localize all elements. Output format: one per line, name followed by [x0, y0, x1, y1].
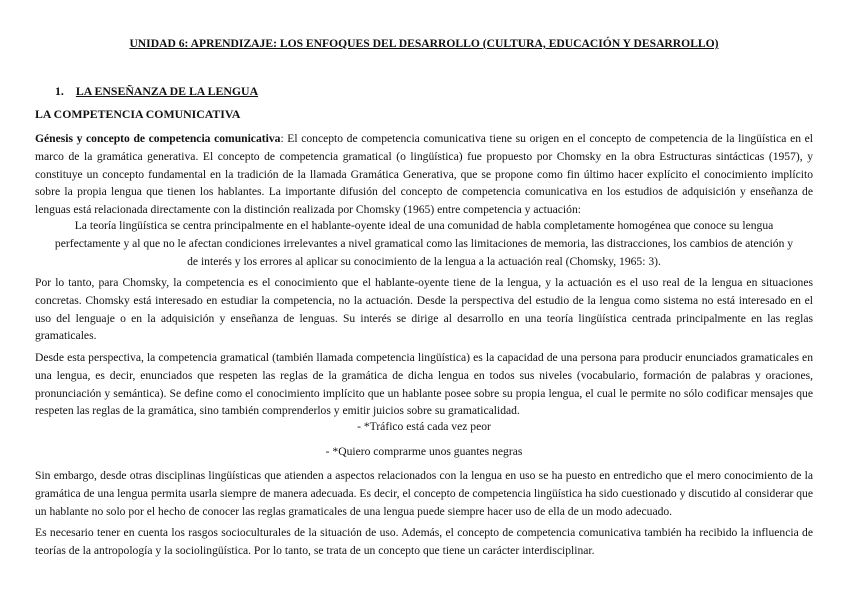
section-title: LA ENSEÑANZA DE LA LENGUA [75, 84, 259, 98]
chomsky-quote: La teoría lingüística se centra principalmente en el hablante-oyente ideal de una comunidad de habla completamente homogénea que conoce su lengua perfectamente y al que no le afectan condiciones irrelevantes a nivel gramatical como las limitaciones de memoria, las distracciones, los cambios de atención y de interés y los errores al aplicar su conocimiento de la lengua a la actuación real (Chomsky, 1965: 3). [54, 219, 794, 268]
section-heading [55, 84, 258, 99]
example-sentence-2: - *Quiero comprarme unos guantes negras [325, 445, 523, 458]
paragraph-interdisciplinary: Es necesario tener en cuenta los rasgos socioculturales de la situación de uso. Además, el concepto de competencia comunicativa también ha recibido la influencia de teorías de la antropología y la sociolingüística. Por lo tanto, se trata de un concepto que tiene un carácter interdisciplinar. [35, 526, 813, 557]
paragraph-grammatical-competence: Desde esta perspectiva, la competencia gramatical (también llamada competencia lingüística) es la capacidad de una persona para producir enunciados gramaticales en una lengua, es decir, enunciados que respeten las reglas de la gramática de dicha lengua en todos sus niveles (vocabulario, formación de palabras y oraciones, pronunciación y semántica). Se define como el conocimiento implícito que un hablante posee sobre su propia lengua, el cual le permite no sólo codificar mensajes que respeten las reglas de la gramática, sino también comprenderlos y emitir juicios sobre su gramaticalidad. [35, 351, 813, 418]
example-sentence-1: - *Tráfico está cada vez peor [357, 420, 491, 433]
paragraph-body: : El concepto de competencia comunicativa tiene su origen en el concepto de competencia de la lingüística en el marco de la gramática generativa. El concepto de competencia gramatical (o lingüística) fue propuesto por Chomsky en la obra Estructuras sintácticas (1957), y constituye un concepto fundamental en la tradición de la llamada Gramática Generativa, que se propone como fin último hacer explícito el conocimiento implícito sobre la propia lengua que tienen los hablantes. La importante difusión del concepto de competencia comunicativa en los estudios de adquisición y enseñanza de lenguas está relacionada directamente con la distinción realizada por Chomsky (1965) entre competencia y actuación: [35, 132, 813, 217]
paragraph-criticism: Sin embargo, desde otras disciplinas lingüísticas que atienden a aspectos relacionados con la lengua en uso se ha puesto en entredicho que el mero conocimiento de la gramática de una lengua permita usarla siempre de manera adecuada. Es decir, el concepto de competencia lingüística ha sido cuestionado y discutido al considerar que un hablante no solo por el hecho de conocer las reglas gramaticales de una lengua puede siempre hacer uso de ella de un modo adecuado. [35, 469, 813, 518]
paragraph-genesis [35, 130, 813, 219]
paragraph-lead: Génesis y concepto de competencia comunicativa [35, 132, 281, 145]
subsection-title: LA COMPETENCIA COMUNICATIVA [35, 107, 241, 121]
unit-title: UNIDAD 6: APRENDIZAJE: LOS ENFOQUES DEL DESARROLLO (CULTURA, EDUCACIÓN Y DESARROLLO) [129, 37, 719, 50]
paragraph-competence: Por lo tanto, para Chomsky, la competencia es el conocimiento que el hablante-oyente tiene de la lengua, y la actuación es el uso real de la lengua en situaciones concretas. Chomsky está interesado en estudiar la competencia, no la actuación. Desde la perspectiva del estudio de la lengua como sistema no está interesado en el uso del lenguaje o en la adquisición y enseñanza de lenguas. Su interés se dirige al desarrollo en una teoría lingüística centrada principalmente en las reglas gramaticales. [35, 276, 813, 343]
section-number: 1. [55, 84, 64, 98]
